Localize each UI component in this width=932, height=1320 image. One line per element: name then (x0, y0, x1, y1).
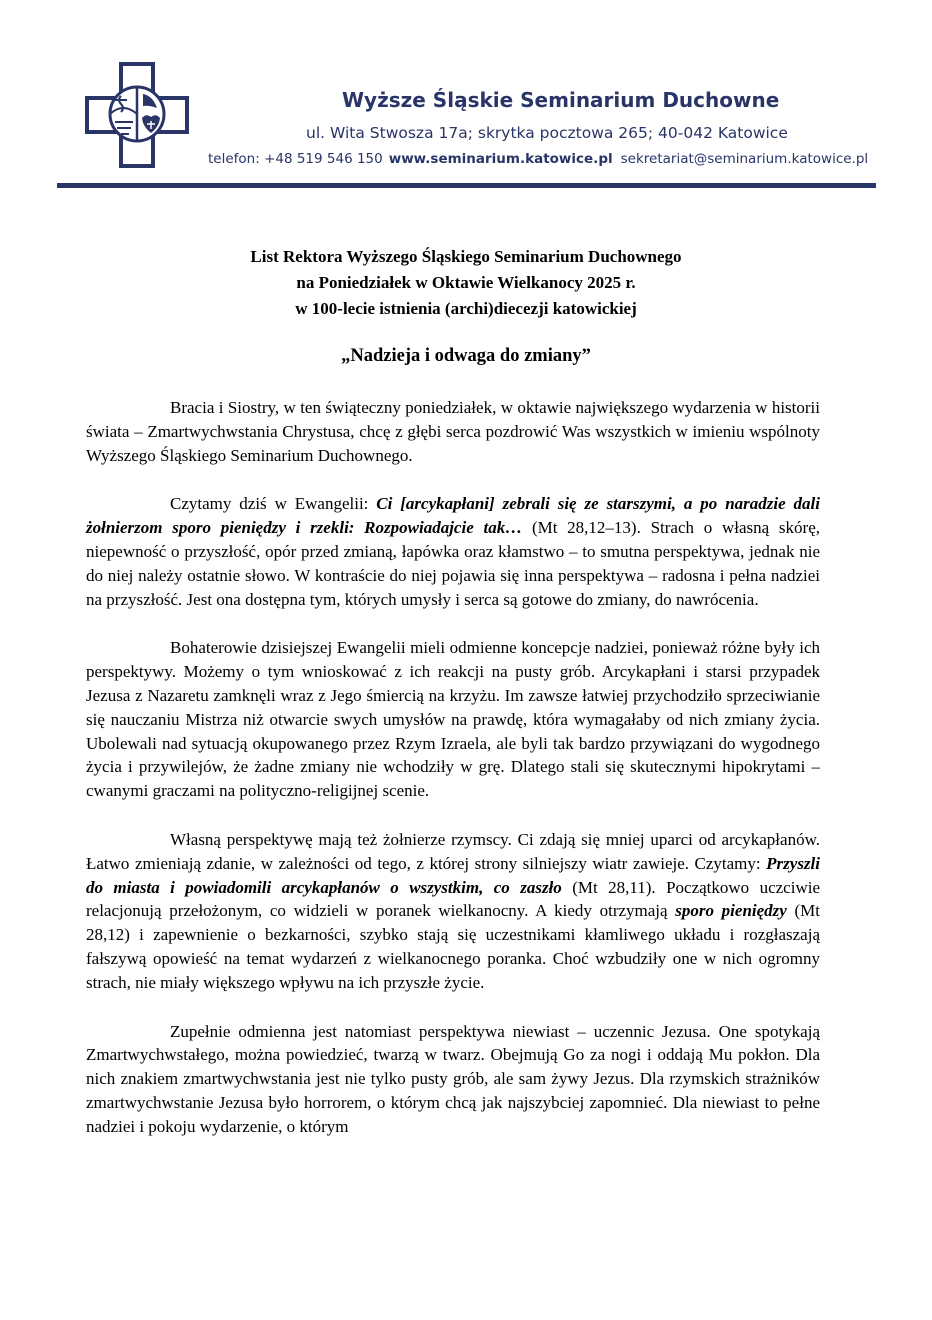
institution-name: Wyższe Śląskie Seminarium Duchowne (342, 88, 780, 112)
institution-address: ul. Wita Stwosza 17a; skrytka pocztowa 265; 40-042 Katowice (306, 124, 788, 142)
title-line: List Rektora Wyższego Śląskiego Seminarium Duchownego (250, 247, 682, 266)
paragraph-text: (Mt 28,12) i zapewnienie o bezkarności, szybko stają się uczestnikami kłamliwego układu i rozgłaszają fałszywą opowieść na temat wydarzeń z wielkanocnego poranka. Choć wzbudziły one w nich ogromny strach, nie miały większego wpływu na ich przyszłe życie. (86, 901, 821, 992)
title-line: na Poniedziałek w Oktawie Wielkanocy 2025 r. (296, 273, 636, 292)
title-line: w 100-lecie istnienia (archi)diecezji katowickiej (295, 299, 637, 318)
paragraph: Bohaterowie dzisiejszej Ewangelii mieli odmienne koncepcje nadziei, ponieważ różne były ich perspektywy. Możemy o tym wnioskować z ich reakcji na pusty grób. Arcykapłani i starsi przypadek Jezusa z Nazaretu zamknęli wraz z Jego śmiercią na krzyżu. Im zawsze łatwiej przychodziło sprzeciwianie się nauczaniu Mistrza niż otwarcie swych umysłów na prawdę, która wymagałaby od nich zmiany życia. Ubolewali nad sytuacją okupowanego przez Rzym Izraela, ale byli tak bardzo przywiązani do wygodnego życia i przywilejów, że żadne zmiany nie wchodziły w grę. Dlatego stali się skutecznymi hipokrytami – cwanymi graczami na polityczno-religijnej scenie. (86, 638, 820, 801)
header-divider (57, 183, 876, 188)
paragraph: Zupełnie odmienna jest natomiast perspektywa niewiast – uczennic Jezusa. One spotykają Zmartwychwstałego, można powiedzieć, twarzą w twarz. Obejmują Go za nogi i oddają Mu pokłon. Dla nich znakiem zmartwychwstania jest nie tylko pusty grób, ale sam żywy Jezus. Dla rzymskich strażników zmartwychwstanie Jezusa było horrorem, o którym chcą jak najszybciej zapomnieć. Dla niewiast to pełne nadziei i pokoju wydarzenie, o którym (86, 1021, 820, 1136)
contact-line (208, 151, 868, 167)
letter-motto: „Nadzieja i odwaga do zmiany” (341, 346, 591, 366)
paragraph (86, 828, 820, 995)
scripture-quote: sporo pieniędzy (675, 901, 787, 921)
paragraph: Bracia i Siostry, w ten świąteczny poniedziałek, w oktawie największego wydarzenia w historii świata – Zmartwychwstania Chrystusa, chcę z głębi serca pozdrowić Was wszystkich w imieniu wspólnoty Wyższego Śląskiego Seminarium Duchownego. (86, 398, 820, 465)
paragraph (86, 492, 820, 611)
paragraph-text: (Mt 28,11). Początkowo uczciwie relacjonują przełożonym, co widzieli w poranek wielkanocny. A kiedy otrzymają (86, 877, 820, 921)
letter-title (120, 244, 812, 322)
seminary-cross-logo-icon (85, 62, 189, 168)
phone-number: telefon: +48 519 546 150 (208, 151, 383, 167)
paragraph-text: Czytamy dziś w Ewangelii: (170, 494, 377, 514)
paragraph-text: Własną perspektywę mają też żołnierze rzymscy. Ci zdają się mniej uparci od arcykapłanów. Łatwo zmieniają zdanie, w zależności od tego, z której strony silniejszy wiatr zawieje. Czytamy: (86, 829, 820, 873)
website-link[interactable]: www.seminarium.katowice.pl (388, 151, 613, 167)
email-link[interactable]: sekretariat@seminarium.katowice.pl (620, 151, 869, 167)
scripture-quote: Ci [arcykapłani] zebrali się ze starszymi, a po naradzie dali żołnierzom sporo pieniędzy i rzekli: Rozpowiadajcie tak… (86, 494, 820, 538)
letter-body (86, 396, 820, 1164)
paragraph-text: (Mt 28,12–13). Strach o własną skórę, niepewność o przyszłość, opór przed zmianą, łapówka oraz kłamstwo – to smutna perspektywa, jednak nie do niej należy ostatnie słowo. W kontraście do niej pojawia się inna perspektywa – radosna i pełna nadziei na przyszłość. Jest ona dostępna tym, których umysły i serca są gotowe do zmiany, do nawrócenia. (86, 518, 820, 609)
scripture-quote: Przyszli do miasta i powiadomili arcykapłanów o wszystkim, co zaszło (86, 853, 820, 897)
